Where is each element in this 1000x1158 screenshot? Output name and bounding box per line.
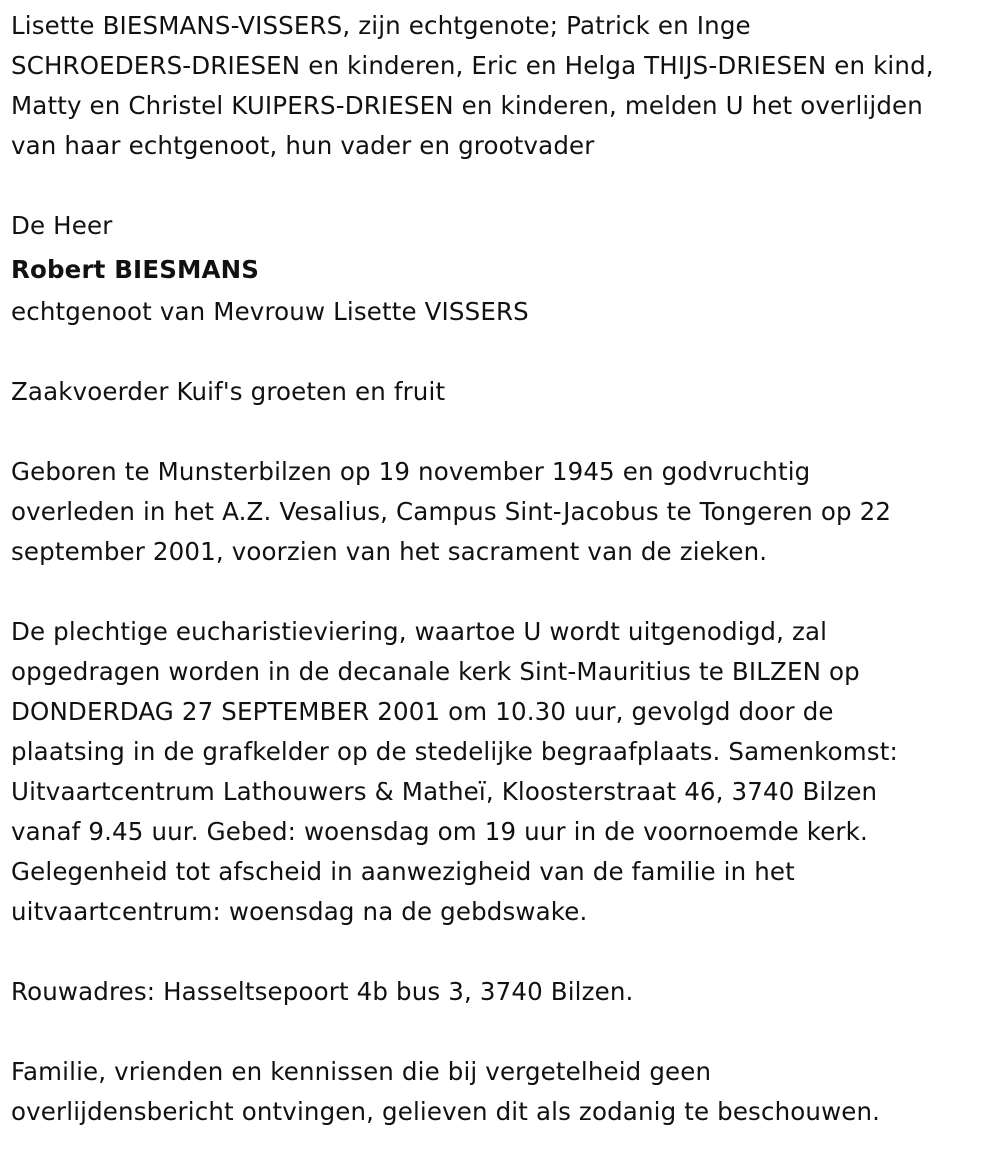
ceremony-line: DONDERDAG 27 SEPTEMBER 2001 om 10.30 uur, gevolgd door de xyxy=(11,697,834,726)
mourning-address: Rouwadres: Hasseltsepoort 4b bus 3, 3740 Bilzen. xyxy=(11,977,634,1006)
closing-paragraph xyxy=(11,1052,996,1132)
birth-death-paragraph xyxy=(11,452,996,572)
ceremony-line: plaatsing in de grafkelder op de stedelijke begraafplaats. Samenkomst: xyxy=(11,737,898,766)
intro-paragraph xyxy=(11,6,996,166)
birth-death-line: Geboren te Munsterbilzen op 19 november 1945 en godvruchtig xyxy=(11,457,811,486)
ceremony-line: De plechtige eucharistieviering, waartoe U wordt uitgenodigd, zal xyxy=(11,617,828,646)
closing-line: overlijdensbericht ontvingen, gelieven dit als zodanig te beschouwen. xyxy=(11,1097,881,1126)
spacer xyxy=(11,412,996,452)
spacer xyxy=(11,1012,996,1052)
occupation-line: Zaakvoerder Kuif's groeten en fruit xyxy=(11,377,446,406)
ceremony-line: opgedragen worden in de decanale kerk Sint-Mauritius te BILZEN op xyxy=(11,657,860,686)
spacer xyxy=(11,332,996,372)
deceased-name: Robert BIESMANS xyxy=(11,255,260,284)
spacer xyxy=(11,932,996,972)
closing-line: Familie, vrienden en kennissen die bij vergetelheid geen xyxy=(11,1057,712,1086)
intro-line: Matty en Christel KUIPERS-DRIESEN en kinderen, melden U het overlijden xyxy=(11,91,923,120)
ceremony-line: Gelegenheid tot afscheid in aanwezigheid van de familie in het xyxy=(11,857,795,886)
ceremony-paragraph xyxy=(11,612,996,932)
birth-death-line: september 2001, voorzien van het sacrament van de zieken. xyxy=(11,537,768,566)
ceremony-line: vanaf 9.45 uur. Gebed: woensdag om 19 uur in de voornoemde kerk. xyxy=(11,817,868,846)
ceremony-line: Uitvaartcentrum Lathouwers & Matheï, Kloosterstraat 46, 3740 Bilzen xyxy=(11,777,878,806)
death-notice xyxy=(11,6,996,1132)
spacer xyxy=(11,166,996,206)
intro-line: Lisette BIESMANS-VISSERS, zijn echtgenote; Patrick en Inge xyxy=(11,11,751,40)
birth-death-line: overleden in het A.Z. Vesalius, Campus Sint-Jacobus te Tongeren op 22 xyxy=(11,497,892,526)
salutation: De Heer xyxy=(11,211,113,240)
intro-line: van haar echtgenoot, hun vader en grootvader xyxy=(11,131,595,160)
ceremony-line: uitvaartcentrum: woensdag na de gebdswake. xyxy=(11,897,588,926)
intro-line: SCHROEDERS-DRIESEN en kinderen, Eric en Helga THIJS-DRIESEN en kind, xyxy=(11,51,934,80)
spouse-line: echtgenoot van Mevrouw Lisette VISSERS xyxy=(11,297,529,326)
spacer xyxy=(11,572,996,612)
